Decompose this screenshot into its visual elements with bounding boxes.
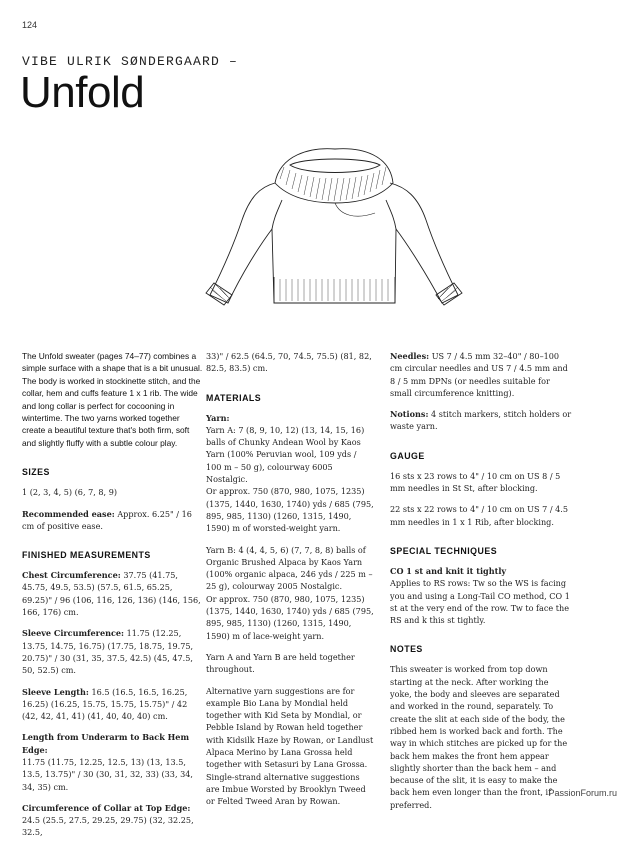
notes-text: This sweater is worked from top down starting at the neck. After working the yoke, the body and sleeves are separated and worked in the round, separately. To create the slit at each side of the body, the ribbed hem is worked back and forth. The way in which stitches are picked up for the back hem makes the front hem appear slightly shorter than the back hem – and because of the slit, it is easy to make the back hem even longer than the front, if preferred. <box>390 664 568 810</box>
ease-text: Approx. 6.25" / 16 cm of positive ease. <box>22 508 192 531</box>
collar-paragraph <box>22 802 204 839</box>
sleeve-len-label: Sleeve Length: <box>22 686 89 697</box>
chest-paragraph <box>22 569 204 618</box>
page-number: 124 <box>22 20 38 30</box>
chest-text: 37.75 (41.75, 45.75, 49.5, 53.5) (57.5, 61.5, 65.25, 69.25)" / 96 (106, 116, 126, 136) (146, 156, 166, 176) cm. <box>22 570 201 618</box>
page-title: Unfold <box>20 68 145 117</box>
collar-label: Circumference of Collar at Top Edge: <box>22 802 191 813</box>
collar-text: 24.5 (25.5, 27.5, 29.25, 29.75) (32, 32.25, 32.5, <box>22 815 194 838</box>
sizes-heading: SIZES <box>22 467 50 478</box>
finished-heading: FINISHED MEASUREMENTS <box>22 550 151 561</box>
collar-continued: 33)" / 62.5 (64.5, 70, 74.5, 75.5) (81, 82, 82.5, 83.5) cm. <box>206 351 372 374</box>
sleeve-circ-text: 11.75 (12.25, 13.75, 14.75, 16.75) (17.75, 18.75, 19.75, 20.75)" / 30 (31, 35, 37.5, 42.5) (45, 47.5, 50, 52.5) cm. <box>22 628 194 676</box>
column-middle <box>206 350 374 817</box>
gauge-line-2: 22 sts x 22 rows to 4" / 10 cm on US 7 / 4.5 mm needles in 1 x 1 Rib, after blocking. <box>390 504 568 527</box>
ease-label: Recommended ease: <box>22 508 115 519</box>
chest-label: Chest Circumference: <box>22 570 121 581</box>
needles-label: Needles: <box>390 351 430 361</box>
notions-label: Notions: <box>390 409 429 420</box>
yarn-b: Yarn B: 4 (4, 4, 5, 6) (7, 7, 8, 8) balls of Organic Brushed Alpaca by Kaos Yarn (100% organic alpaca, 246 yds / 225 m – 25 g), colourway 2005 Nostalgic. <box>206 544 373 592</box>
yarn-b-alt: Or approx. 750 (870, 980, 1075, 1235) (1375, 1440, 1630, 1740) yds / 685 (795, 895, 985, 1130) (1260, 1315, 1490, 1590) m of lace-weight yarn. <box>206 593 374 641</box>
yarn-a-alt: Or approx. 750 (870, 980, 1075, 1235) (1375, 1440, 1630, 1740) yds / 685 (795, 895, 985, 1130) (1260, 1315, 1490, 1590) m of worsted-weight yarn. <box>206 486 374 534</box>
gauge-heading: GAUGE <box>390 450 425 461</box>
column-left <box>22 350 204 848</box>
column-right <box>390 350 572 820</box>
special-text: Applies to RS rows: Tw so the WS is facing you and using a Long-Tail CO method, CO 1 st at the very end of the row. Tw to face the RS and k this st tightly. <box>390 578 570 626</box>
special-heading: SPECIAL TECHNIQUES <box>390 545 498 556</box>
needles-text: US 7 / 4.5 mm 32–40" / 80–100 cm circular needles and US 7 / 4.5 mm and 8 / 5 mm DPNs (or needles suitable for small circumference knitting). <box>390 351 568 398</box>
underarm-paragraph <box>22 731 204 792</box>
sweater-illustration <box>180 145 480 315</box>
ease-paragraph <box>22 508 204 533</box>
intro-text: The Unfold sweater (pages 74–77) combines a simple surface with a shape that is a bit unusual. The body is worked in stockinette stitch, and the collar, hem and cuffs feature 1 x 1 rib. The wide and long collar is perfect for cocooning in wintertime. The two yarns worked together create a beautiful texture that's both firm, soft and slightly fluffy with a subtle colour play. <box>22 351 203 448</box>
notions-paragraph <box>390 408 572 433</box>
yarn-a: Yarn A: 7 (8, 9, 10, 12) (13, 14, 15, 16) balls of Chunky Andean Wool by Kaos Yarn (100% Peruvian wool, 109 yds / 100 m – 50 g), colourway 6005 Nostalgic. <box>206 424 365 485</box>
special-subheading: CO 1 st and knit it tightly <box>390 565 507 576</box>
notions-text: 4 stitch markers, stitch holders or waste yarn. <box>390 409 572 432</box>
sleeve-len-text: 16.5 (16.5, 16.5, 16.25, 16.25) (16.25, 15.75, 15.75, 15.75)" / 42 (42, 42, 41, 41) (41, 40, 40, 40) cm. <box>22 686 188 722</box>
notes-heading: NOTES <box>390 644 423 655</box>
watermark: PassionForum.ru <box>548 788 617 798</box>
underarm-label: Length from Underarm to Back Hem Edge: <box>22 732 190 755</box>
yarn-label: Yarn: <box>206 412 230 423</box>
author-name: VIBE ULRIK SØNDERGAARD – <box>22 54 239 69</box>
sleeve-circ-label: Sleeve Circumference: <box>22 628 125 639</box>
sizes-text: 1 (2, 3, 4, 5) (6, 7, 8, 9) <box>22 487 117 498</box>
sleeve-len-paragraph <box>22 686 204 723</box>
underarm-text: 11.75 (11.75, 12.25, 12.5, 13) (13, 13.5, 13.5, 13.75)" / 30 (30, 31, 32, 33) (33, 34, 34, 35) cm. <box>22 757 193 792</box>
sleeve-circ-paragraph <box>22 627 204 676</box>
needles-paragraph <box>390 350 572 399</box>
yarn-alternatives: Alternative yarn suggestions are for example Bio Lana by Mondial held together with Kid Seta by Mondial, or Pebble Island by Rowan held together with Kidsilk Haze by Rowan, or Landlust Alpaca Merino by Lana Grossa held together with Setasuri by Lana Grossa. Single-strand alternative suggestions are Imbue Worsted by Brooklyn Tweed or Felted Tweed Aran by Rowan. <box>206 685 374 807</box>
materials-heading: MATERIALS <box>206 392 262 403</box>
gauge-line-1: 16 sts x 23 rows to 4" / 10 cm on US 8 / 5 mm needles in St St, after blocking. <box>390 470 561 494</box>
yarn-held: Yarn A and Yarn B are held together throughout. <box>206 651 355 675</box>
